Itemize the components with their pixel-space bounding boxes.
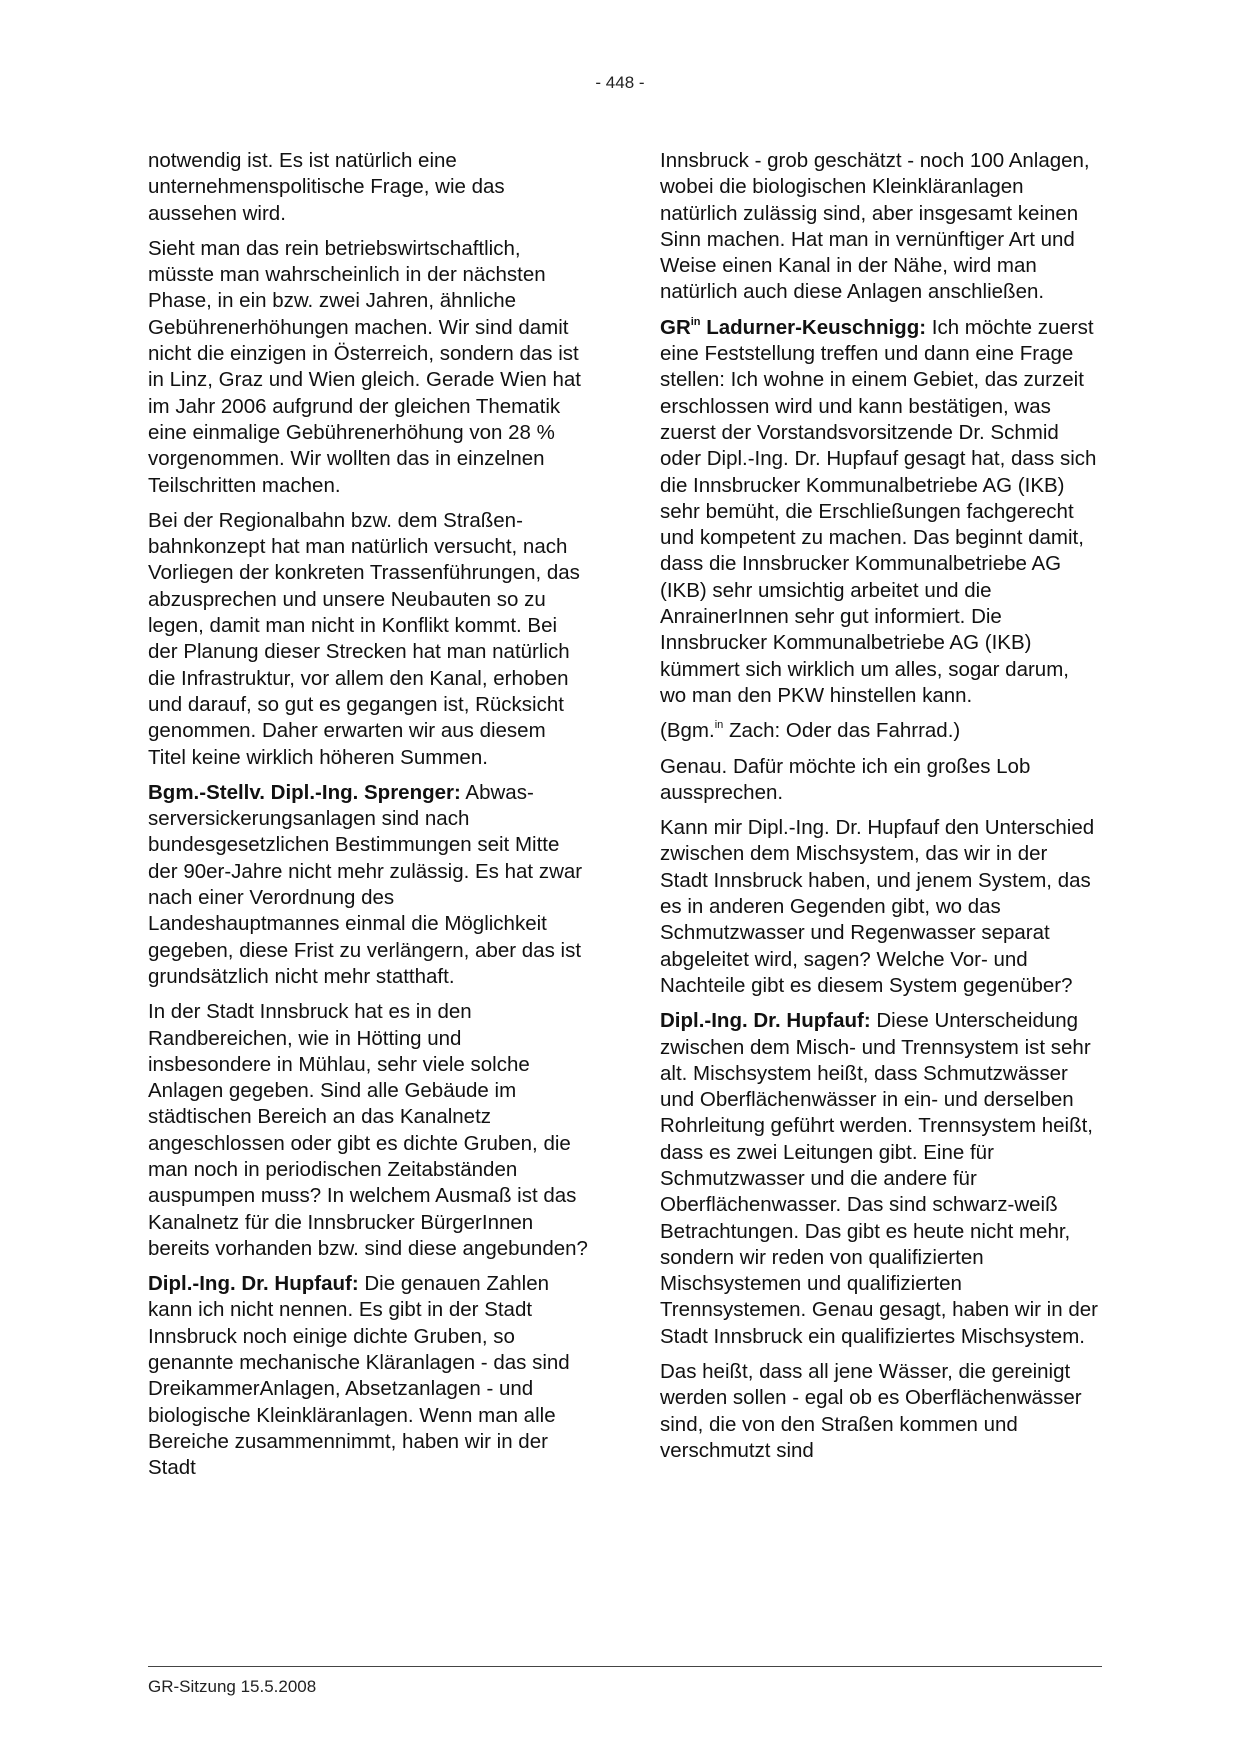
speech-text: Diese Unterscheidung zwischen dem Misch- und Trennsystem ist sehr alt. Mischsystem heißt, dass Schmutzwässer und Oberflächenwässer in ein- und derselben Rohrleitung geführt werden. Trennsystem heißt, dass es zwei Leitungen gibt. Eine für Schmutzwasser und die andere für Oberflächenwasser. Das sind schwarz-weiß Betrachtungen. Das gibt es heute nicht mehr, sondern wir reden von qualifizierten Mischsystemen und qualifizierten Trennsystemen. Genau gesagt, haben wir in der Stadt Innsbruck ein qualifiziertes Mischsystem. bbox=[660, 1009, 1098, 1348]
paragraph: Genau. Dafür möchte ich ein großes Lob aussprechen. bbox=[660, 754, 1031, 804]
speaker-title: GR bbox=[660, 315, 691, 339]
speech-text: Ich möchte zuerst eine Feststellung treffen und dann eine Frage stellen: Ich wohne in einem Gebiet, das zurzeit erschlossen wird und kann bestätigen, was zuerst der Vorstandsvorsitzende Dr. Schmid oder Dipl.-Ing. Dr. Hupfauf gesagt hat, dass sich die Innsbrucker Kommunalbetriebe AG (IKB) sehr bemüht, die Erschließungen fachgerecht und kompetent zu machen. Das beginnt damit, dass die Innsbrucker Kommunalbetriebe AG (IKB) sehr umsichtig arbeitet und die AnrainerInnen sehr gut informiert. Die Innsbrucker Kommunalbetriebe AG (IKB) kümmert sich wirklich um alles, sogar darum, wo man den PKW hinstellen kann. bbox=[660, 315, 1097, 707]
paragraph: Sieht man das rein betriebswirtschaftlich, müsste man wahrscheinlich in der nächsten Phase, in ein bzw. zwei Jahren, ähnliche Gebührenerhöhungen machen. Wir sind damit nicht die einzigen in Österreich, sondern das ist in Linz, Graz und Wien gleich. Gerade Wien hat im Jahr 2006 aufgrund der gleichen Thematik eine einmalige Gebührenerhöhung von 28 % vorgenommen. Wir wollten das in einzelnen Teilschritten machen. bbox=[148, 236, 581, 497]
paragraph bbox=[148, 1271, 588, 1481]
paragraph: Kann mir Dipl.-Ing. Dr. Hupfauf den Unterschied zwischen dem Mischsystem, das wir in der Stadt Innsbruck haben, und jenem System, das es in anderen Gegenden gibt, wo das Schmutzwasser und Regenwasser separat abgeleitet wird, sagen? Welche Vor- und Nachteile gibt es diesem System gegenüber? bbox=[660, 816, 1095, 997]
paragraph: Bei der Regionalbahn bzw. dem Straßenbahnkonzept hat man natürlich versucht, nach Vorliegen der konkreten Trassenführungen, das abzusprechen und unsere Neubauten so zu legen, damit man nicht in Konflikt kommt. Bei der Planung dieser Strecken hat man natürlich die Infrastruktur, vor allem den Kanal, erhoben und darauf, so gut es gegangen ist, Rücksicht genommen. Daher erwarten wir aus diesem Titel keine wirklich höheren Summen. bbox=[148, 508, 580, 769]
speaker-name: Dipl.-Ing. Dr. Hupfauf: bbox=[660, 1009, 871, 1033]
interjection-text: Zach: Oder das Fahrrad.) bbox=[723, 719, 961, 743]
footer-divider bbox=[148, 1666, 1102, 1667]
footer-session-date: GR-Sitzung 15.5.2008 bbox=[148, 1677, 317, 1696]
right-column bbox=[660, 148, 1100, 1464]
speaker-name: Dipl.-Ing. Dr. Hupfauf: bbox=[148, 1272, 359, 1296]
interjection-start: (Bgm. bbox=[660, 719, 715, 743]
paragraph bbox=[660, 718, 1100, 744]
paragraph: Das heißt, dass all jene Wässer, die gereinigt werden sollen - egal ob es Oberflächenwässer sind, die von den Straßen kommen und verschmutzt sind bbox=[660, 1360, 1082, 1462]
page-number: - 448 - bbox=[595, 73, 645, 92]
paragraph: In der Stadt Innsbruck hat es in den Randbereichen, wie in Hötting und insbesondere in Mühlau, sehr viele solche Anlagen gegeben. Sind alle Gebäude im städtischen Bereich an das Kanalnetz angeschlossen oder gibt es dichte Gruben, die man noch in periodischen Zeitabständen auspumpen muss? In welchem Ausmaß ist das Kanalnetz für die Innsbrucker BürgerInnen bereits vorhanden bzw. sind diese angebunden? bbox=[148, 1000, 588, 1260]
paragraph bbox=[660, 1008, 1100, 1350]
speaker-name bbox=[660, 316, 926, 339]
left-column bbox=[148, 148, 588, 1482]
speech-text: Die genauen Zahlen kann ich nicht nennen. Es gibt in der Stadt Innsbruck noch einige dichte Gruben, so genannte mechanische Kläranlagen - das sind DreikammerAnlagen, Absetzanlagen - und biologische Kleinkläranlagen. Wenn man alle Bereiche zusammennimmt, haben wir in der Stadt bbox=[148, 1272, 570, 1480]
speaker-name: Bgm.-Stellv. Dipl.-Ing. Sprenger: bbox=[148, 780, 461, 804]
superscript: in bbox=[714, 719, 724, 732]
paragraph: Innsbruck - grob geschätzt - noch 100 Anlagen, wobei die biologischen Kleinkläranlagen natürlich zulässig sind, aber insgesamt keinen Sinn machen. Hat man in vernünftiger Art und Weise einen Kanal in der Nähe, wird man natürlich auch diese Anlagen anschließen. bbox=[660, 149, 1090, 304]
paragraph: notwendig ist. Es ist natürlich eine unternehmenspolitische Frage, wie das aussehen wird. bbox=[148, 149, 505, 225]
paragraph bbox=[148, 780, 588, 990]
speaker-surname: Ladurner-Keuschnigg: bbox=[700, 315, 927, 339]
speech-text: Abwasserversickerungsanlagen sind nach bundesgesetzlichen Bestimmungen seit Mitte der 90er-Jahre nicht mehr zulässig. Es hat zwar nach einer Verordnung des Landeshauptmannes einmal die Möglichkeit gegeben, diese Frist zu verlängern, aber das ist grundsätzlich nicht mehr statthaft. bbox=[148, 780, 583, 988]
paragraph bbox=[660, 315, 1100, 709]
superscript: in bbox=[690, 315, 701, 328]
